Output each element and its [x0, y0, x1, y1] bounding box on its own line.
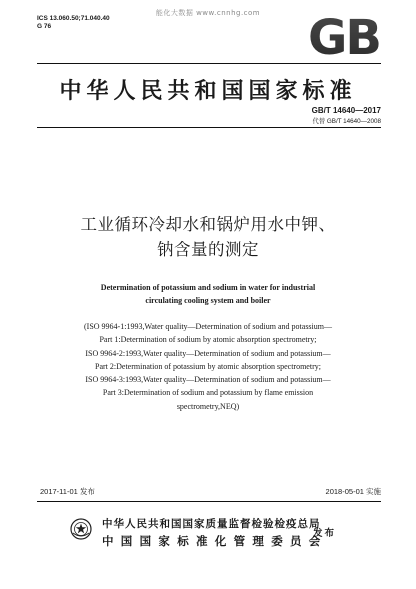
gb-logo	[308, 10, 380, 60]
adoption-line: ISO 9964-2:1993,Water quality—Determination of sodium and potassium—	[85, 348, 331, 358]
publish-label: 发布	[313, 528, 337, 539]
adoption-line: Part 1:Determination of sodium by atomic absorption spectrometry;	[99, 335, 317, 345]
adoption-note	[18, 320, 398, 413]
english-title-line: circulating cooling system and boiler	[145, 296, 271, 305]
chinese-title	[30, 212, 386, 262]
supersedes-note: 代替 GB/T 14640—2008	[312, 118, 381, 125]
classification-codes	[37, 15, 110, 31]
implementation-date: 2018-05-01 实施	[325, 487, 381, 496]
issuer-line-2: 中国国家标准化管理委员会	[102, 534, 328, 548]
gb-logo-text: GB	[308, 10, 380, 60]
adoption-line: Part 3:Determination of sodium and potassium by flame emission	[102, 388, 314, 398]
adoption-line: Part 2:Determination of potassium by atomic absorption spectrometry;	[95, 361, 321, 371]
english-title-line: Determination of potassium and sodium in water for industrial	[100, 283, 316, 292]
title-rule	[37, 127, 381, 128]
standard-type-title: 中华人民共和国国家标准	[59, 78, 357, 104]
standard-number: GB/T 14640—2017	[311, 106, 381, 115]
english-title	[30, 281, 386, 307]
adoption-line: ISO 9964-3:1993,Water quality—Determination of sodium and potassium—	[85, 375, 331, 385]
chinese-title-line: 工业循环冷却水和锅炉用水中钾、	[80, 215, 336, 234]
adoption-line: spectrometry,NEQ)	[176, 401, 240, 411]
chinese-title-line: 钠含量的测定	[157, 240, 259, 259]
issue-date: 2017-11-01 发布	[40, 487, 95, 496]
bottom-rule	[37, 501, 381, 502]
issuer-line-1: 中华人民共和国国家质量监督检验检疫总局	[102, 518, 321, 530]
ics-code: ICS 13.060.50;71.040.40	[37, 15, 110, 22]
ccs-code: G 76	[37, 23, 52, 30]
national-emblem-icon	[70, 518, 92, 540]
watermark-text: 能化大数据 www.cnnhg.com	[155, 9, 261, 17]
top-rule	[37, 63, 381, 64]
adoption-line: (ISO 9964-1:1993,Water quality—Determination of sodium and potassium—	[84, 322, 332, 331]
